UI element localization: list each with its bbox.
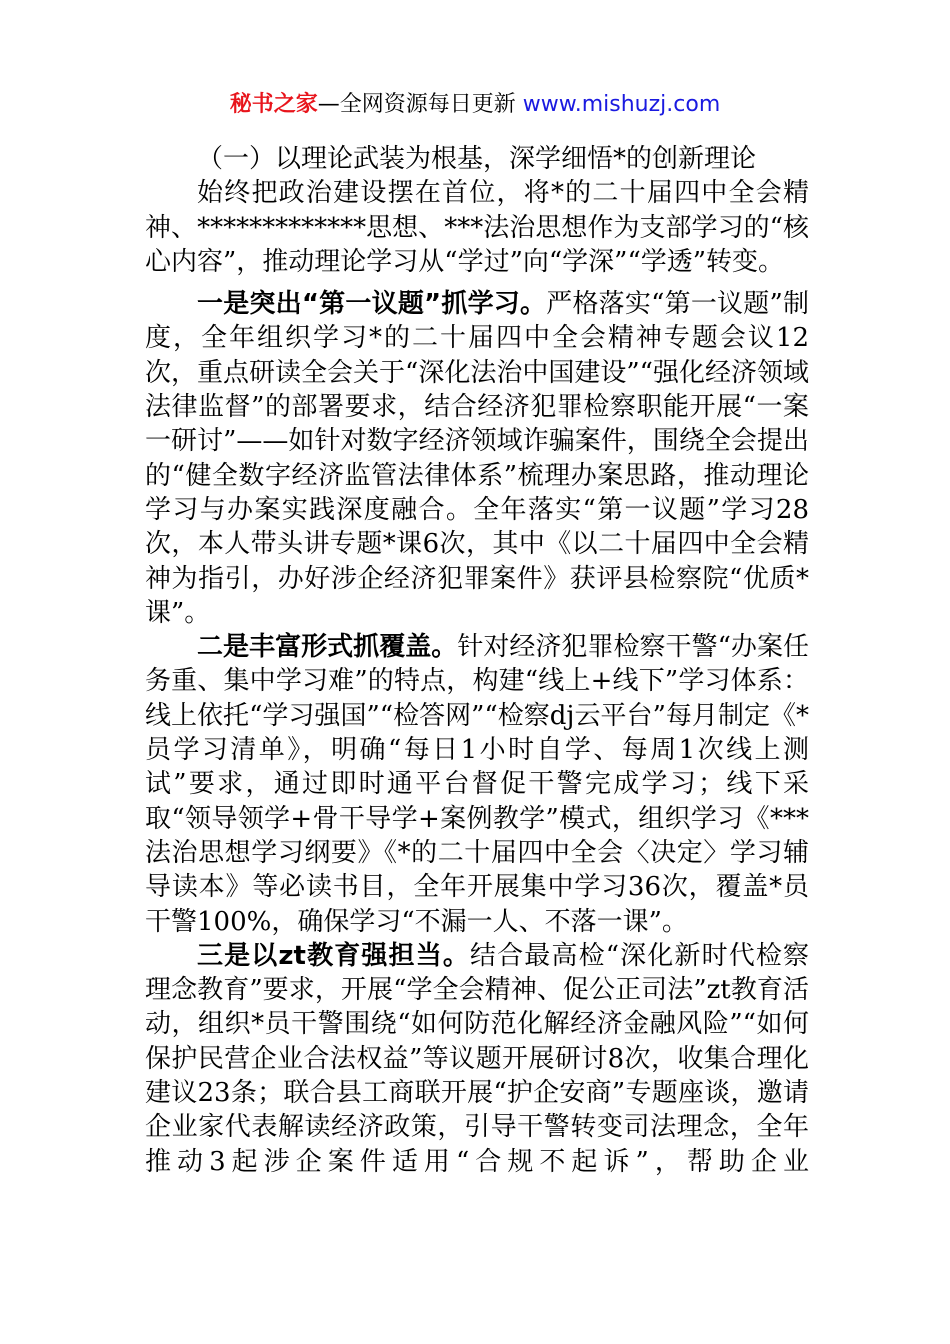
section-title: （一）以理论武装为根基，深学细悟*的创新理论: [197, 144, 757, 174]
site-url-link[interactable]: www.mishuzj.com: [522, 92, 721, 117]
point-lead-3: 三是以zt教育强担当。: [197, 940, 470, 971]
point-lead-2: 二是丰富形式抓覆盖。: [197, 632, 458, 663]
site-brand: 秘书之家: [229, 92, 318, 117]
point-paragraph-3: [145, 939, 809, 1179]
point-body-1: 严格落实“第一议题”制度，全年组织学习*的二十届四中全会精神专题会议12次，重点研读全会关于“深化法治中国建设”“强化经济领域法律监督”的部署要求，结合经济犯罪检察职能开展“一案一研讨”——如针对数字经济领域诈骗案件，围绕全会提出的“健全数字经济监管法律体系”梳理办案思路，推动理论学习与办案实践深度融合。全年落实“第一议题”学习28次，本人带头讲专题*课6次，其中《以二十届四中全会精神为指引，办好涉企经济犯罪案件》获评县检察院“优质*课”。: [145, 289, 809, 628]
point-paragraph-2: [145, 630, 809, 939]
site-header: [0, 88, 950, 122]
point-paragraph-1: [145, 287, 809, 630]
site-tagline: —全网资源每日更新: [317, 92, 516, 117]
point-lead-1: 一是突出“第一议题”抓学习。: [197, 289, 547, 320]
point-body-2: 针对经济犯罪检察干警“办案任务重、集中学习难”的特点，构建“线上+线下”学习体系：线上依托“学习强国”“检答网”“检察dj云平台”每月制定《*员学习清单》，明确“每日1小时自学、每周1次线上测试”要求，通过即时通平台督促干警完成学习；线下采取“领导领学+骨干导学+案例教学”模式，组织学习《***法治思想学习纲要》《*的二十届四中全会〈决定〉学习辅导读本》等必读书目，全年开展集中学习36次，覆盖*员干警100%，确保学习“不漏一人、不落一课”。: [145, 632, 809, 937]
point-body-3: 结合最高检“深化新时代检察理念教育”要求，开展“学全会精神、促公正司法”zt教育活动，组织*员干警围绕“如何防范化解经济金融风险”“如何保护民营企业合法权益”等议题开展研讨8次，收集合理化建议23条；联合县工商联开展“护企安商”专题座谈，邀请企业家代表解读经济政策，引导干警转变司法理念，全年推动3起涉企案件适用“合规不起诉”，帮助企业: [145, 940, 810, 1177]
intro-paragraph: 始终把政治建设摆在首位，将*的二十届四中全会精神、*************思想、***法治思想作为支部学习的“核心内容”，推动理论学习从“学过”向“学深”“学透”转变。: [145, 178, 809, 277]
document-body: [145, 142, 809, 1179]
